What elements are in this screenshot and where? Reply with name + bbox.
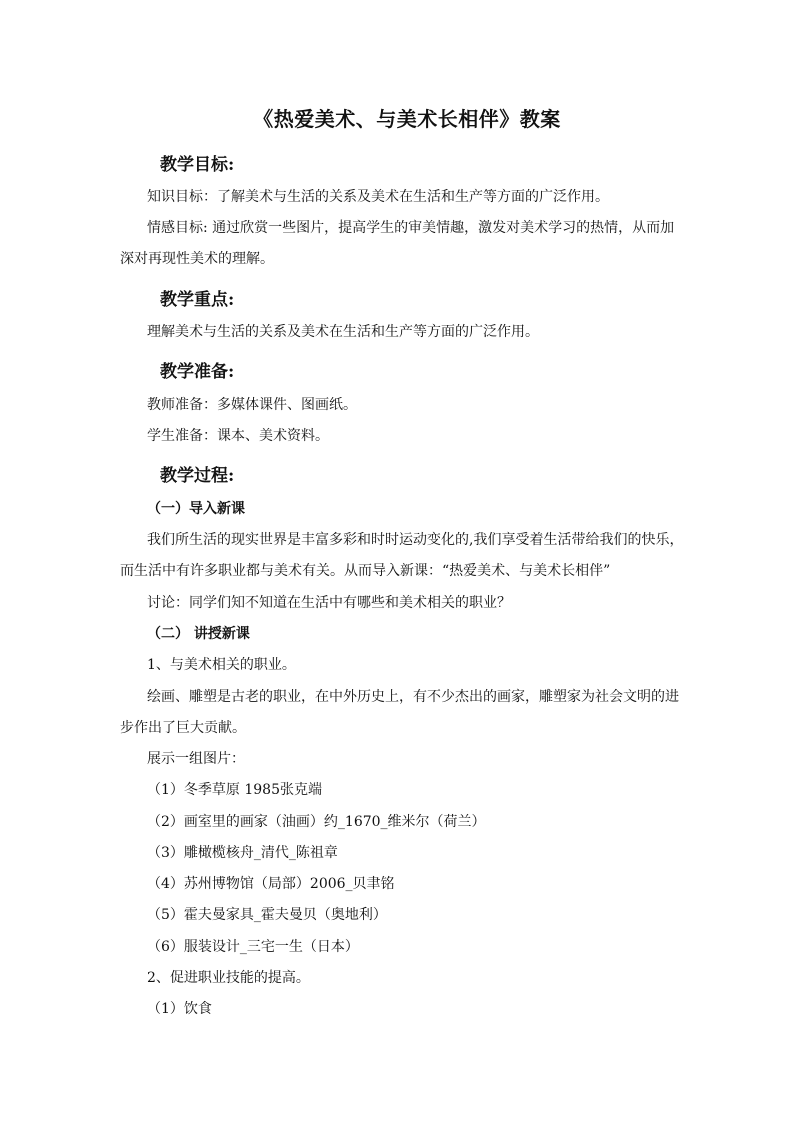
list-item: （5）霍夫曼家具_霍夫曼贝（奥地利）: [147, 907, 387, 923]
knowledge-objective: 知识目标：了解美术与生活的关系及美术在生活和生产等方面的广泛作用。: [147, 189, 609, 205]
heading-process: 教学过程:: [160, 466, 235, 486]
heading-preparation: 教学准备:: [160, 362, 235, 382]
heading-key-points: 教学重点:: [160, 290, 235, 310]
list-item: （6）服装设计_三宅一生（日本）: [147, 939, 359, 955]
item1-text-line2: 步作出了巨大贡献。: [120, 720, 246, 736]
item2-heading: 2、促进职业技能的提高。: [147, 970, 310, 986]
item2-sub1: （1）饮食: [147, 1001, 212, 1017]
heading-objectives: 教学目标:: [160, 155, 235, 175]
emotion-objective-line1: 情感目标: 通过欣赏一些图片，提高学生的审美情趣，激发对美术学习的热情，从而加: [147, 220, 675, 236]
show-pictures-text: 展示一组图片：: [147, 751, 245, 767]
list-item: （1）冬季草原 1985张克端: [147, 782, 322, 798]
item1-heading: 1、与美术相关的职业。: [147, 657, 296, 673]
list-item: （4）苏州博物馆（局部）2006_贝聿铭: [147, 876, 395, 892]
list-item: （3）雕橄榄核舟_清代_陈祖章: [147, 845, 338, 861]
key-points-text: 理解美术与生活的关系及美术在生活和生产等方面的广泛作用。: [147, 324, 539, 340]
emotion-objective-line2: 深对再现性美术的理解。: [120, 251, 274, 267]
discussion-text: 讨论：同学们知不知道在生活中有哪些和美术相关的职业？: [147, 595, 511, 611]
part1-line2: 而生活中有许多职业都与美术有关。从而导入新课：“热爱美术、与美术长相伴”: [120, 563, 611, 579]
part1-heading: （一）导入新课: [147, 501, 245, 517]
item1-text-line1: 绘画、雕塑是古老的职业，在中外历史上，有不少杰出的画家，雕塑家为社会文明的进: [147, 689, 679, 705]
part1-line1: 我们所生活的现实世界是丰富多彩和时时运动变化的,我们享受着生活带给我们的快乐，: [147, 532, 684, 548]
student-preparation: 学生准备：课本、美术资料。: [147, 428, 329, 444]
document-title: 《热爱美术、与美术长相伴》教案: [253, 107, 561, 131]
part2-heading: （二） 讲授新课: [147, 626, 250, 642]
list-item: （2）画室里的画家（油画）约_1670_维米尔（荷兰）: [147, 814, 486, 830]
teacher-preparation: 教师准备：多媒体课件、图画纸。: [147, 397, 357, 413]
